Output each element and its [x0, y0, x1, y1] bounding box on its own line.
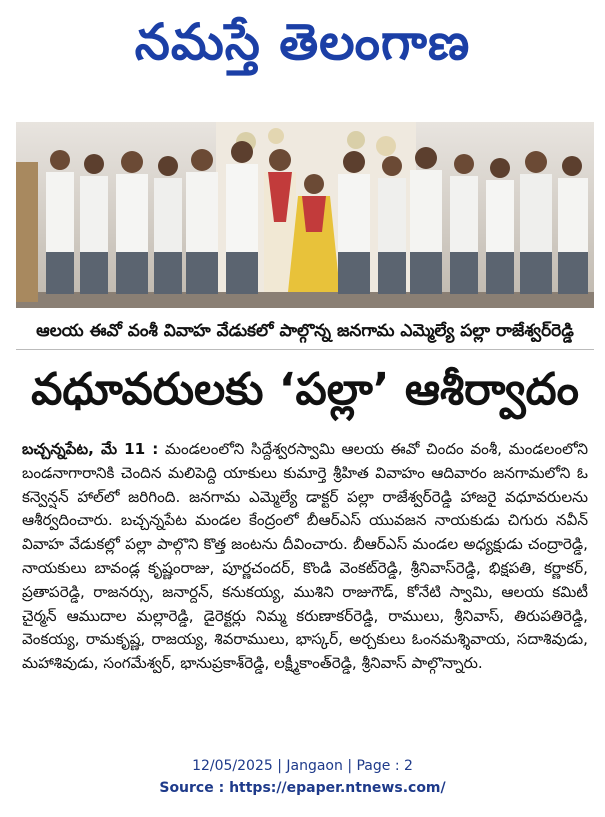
article-headline: వధూవరులకు ‘పల్లా’ ఆశీర్వాదం	[31, 364, 579, 415]
masthead	[0, 6, 605, 78]
edition-info: 12/05/2025 | Jangaon | Page : 2	[192, 758, 413, 774]
newspaper-title: నమస్తే తెలంగాణ	[134, 13, 471, 71]
photo-caption: ఆలయ ఈవో వంశీ వివాహ వేడుకలో పాల్గొన్న జనగామ ఎమ్మెల్యే పల్లా రాజేశ్వర్‌రెడ్డి	[16, 313, 594, 350]
wedding-photo	[16, 122, 594, 308]
source-link[interactable]: Source : https://epaper.ntnews.com/	[159, 780, 446, 796]
cropped-text-strip	[20, 94, 585, 110]
article-dateline: బచ్చన్నపేట, మే 11 :	[22, 440, 159, 458]
article-body	[22, 438, 588, 724]
footer	[0, 755, 605, 799]
wedding-group-photo-icon	[16, 122, 594, 308]
article-text: మండలంలోని సిద్దేశ్వరస్వామి ఆలయ ఈవో చిందం వంశీ, మండలంలోని బండనాగారానికి చెందిన మలిపెద్ది యాకులు కుమార్తె శ్రీహిత వివాహం ఆదివారం జనగామలోని ఓ కన్వెన్షన్ హాల్‌లో జరిగింది. జనగామ ఎమ్మెల్యే డాక్టర్ పల్లా రాజేశ్వర్‌రెడ్డి హాజరై వధూవరులను ఆశీర్వదించారు. బచ్చన్నపేట మండల కేంద్రంలో బీఆర్ఎస్ యువజన నాయకుడు చిగురు నవీన్ వివాహ వేడుకల్లో పల్లా పాల్గొని కొత్త జంటను దీవించారు. బీఆర్ఎస్ మండల అధ్యక్షుడు చంద్రారెడ్డి, నాయకులు బావండ్ల కృష్ణంరాజు, పూర్ణచందర్, కొండి వెంకట్‌రెడ్డి, శ్రీనివాస్‌రెడ్డి, భిక్షపతి, కర్ణాకర్, ప్రతాపరెడ్డి, రాజనర్సు, జనార్దన్, కనుకయ్య, ముశిని రాజుగౌడ్, కోనేటి స్వామి, ఆలయ కమిటీ చైర్మన్ ఆముదాల మల్లారెడ్డి, డైరెక్టర్లు నిమ్మ కరుణాకర్‌రెడ్డి, రాములు, శ్రీనివాస్, తిరుపతిరెడ్డి, వెంకయ్య, రామకృష్ణ, రాజయ్య, శివరాములు, భాస్కర్, అర్చకులు ఓంనమశ్శివాయ, సదాశివుడు, మహాశివుడు, సంగమేశ్వర్, భానుప్రకాశ్‌రెడ్డి, లక్ష్మీకాంత్‌రెడ్డి, శ్రీనివాస్ పాల్గొన్నారు.	[22, 440, 588, 673]
